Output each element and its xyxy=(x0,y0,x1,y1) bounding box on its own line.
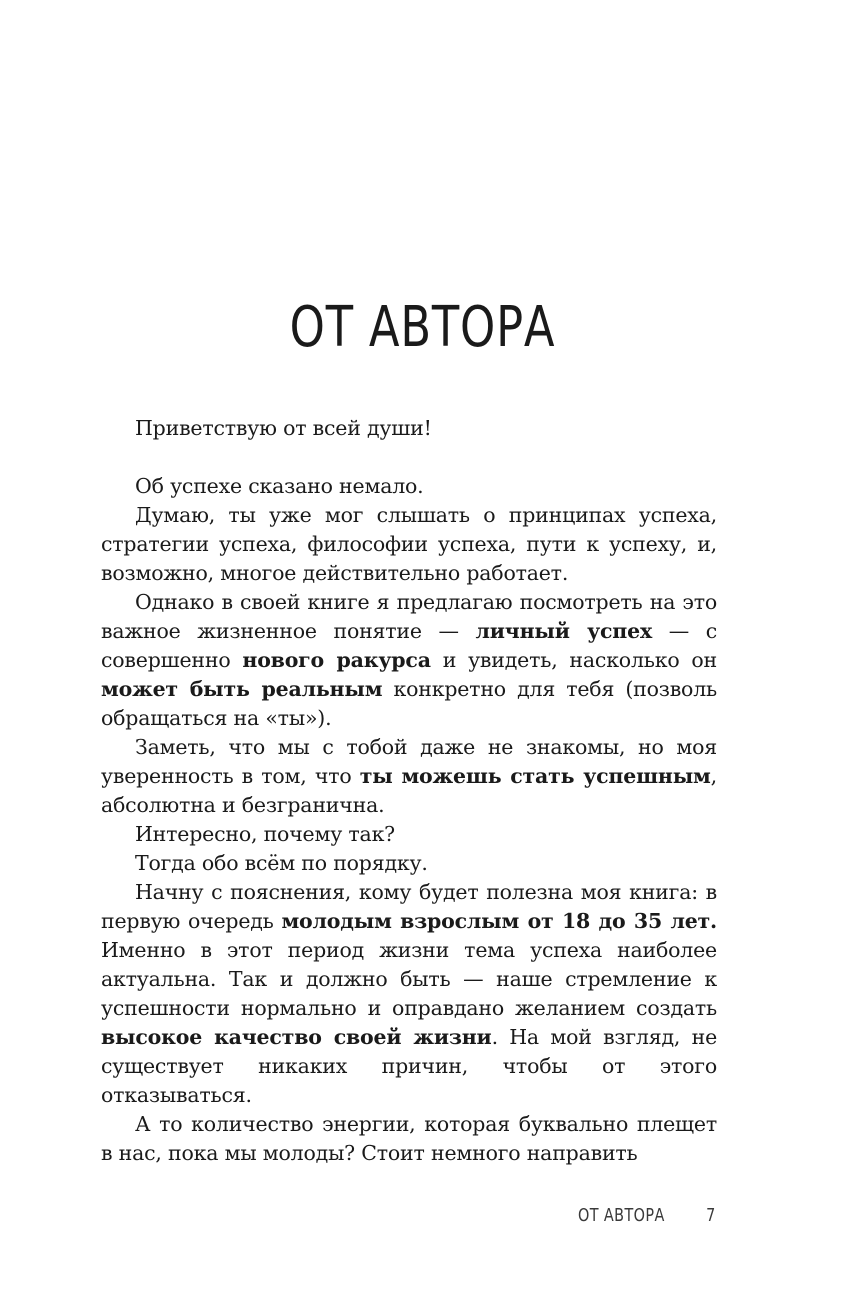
paragraph: Тогда обо всём по порядку. xyxy=(135,851,428,875)
bold-phrase: может быть реальным xyxy=(101,677,383,701)
text-run: Начну с пояснения, кому будет полезна моя книга: в первую очередь xyxy=(101,880,717,933)
bold-phrase: нового ракурса xyxy=(242,648,431,672)
paragraph: Об успехе сказано немало. xyxy=(135,474,424,498)
text-run: . На мой взгляд, не существует никаких причин, чтобы от этого отказываться. xyxy=(101,1025,717,1107)
bold-phrase: ты можешь стать успешным xyxy=(359,764,711,788)
paragraph: Думаю, ты уже мог слышать о принципах успеха, стратегии успеха, философии успеха, пути к успеху, и, возможно, многое действительно работает. xyxy=(101,503,717,585)
page-number: 7 xyxy=(705,1205,715,1226)
paragraph xyxy=(101,733,717,820)
running-head xyxy=(560,1205,720,1231)
text-run: Однако в своей книге я предлагаю посмотреть на это важное жизненное понятие — xyxy=(101,590,717,643)
text-run: конкретно для тебя (позволь обращаться на «ты»). xyxy=(101,677,717,730)
body-text xyxy=(101,414,717,1168)
paragraph xyxy=(101,588,717,733)
bold-phrase: личный успех xyxy=(475,619,652,643)
bold-phrase: молодым взрослым от 18 до 35 лет. xyxy=(281,909,717,933)
paragraph-greeting: Приветствую от всей души! xyxy=(135,416,432,440)
paragraph: Интересно, почему так? xyxy=(135,822,395,846)
text-run: — с совершенно xyxy=(101,619,717,672)
paragraph: А то количество энергии, которая буквально плещет в нас, пока мы молоды? Стоит немного направить xyxy=(101,1112,717,1165)
text-run: , абсолютна и безгранична. xyxy=(101,764,717,817)
text-run: и увидеть, насколько он xyxy=(430,648,717,672)
paragraph xyxy=(101,878,717,1110)
running-head-title: ОТ АВТОРА xyxy=(578,1205,665,1226)
bold-phrase: высокое качество своей жизни xyxy=(101,1025,492,1049)
text-run: Заметь, что мы с тобой даже не знакомы, но моя уверенность в том, что xyxy=(101,735,717,788)
text-run: Именно в этот период жизни тема успеха наиболее актуальна. Так и должно быть — наше стремление к успешности нормально и оправдано желанием создать xyxy=(101,938,717,1020)
page-title: ОТ АВТОРА xyxy=(289,295,556,360)
